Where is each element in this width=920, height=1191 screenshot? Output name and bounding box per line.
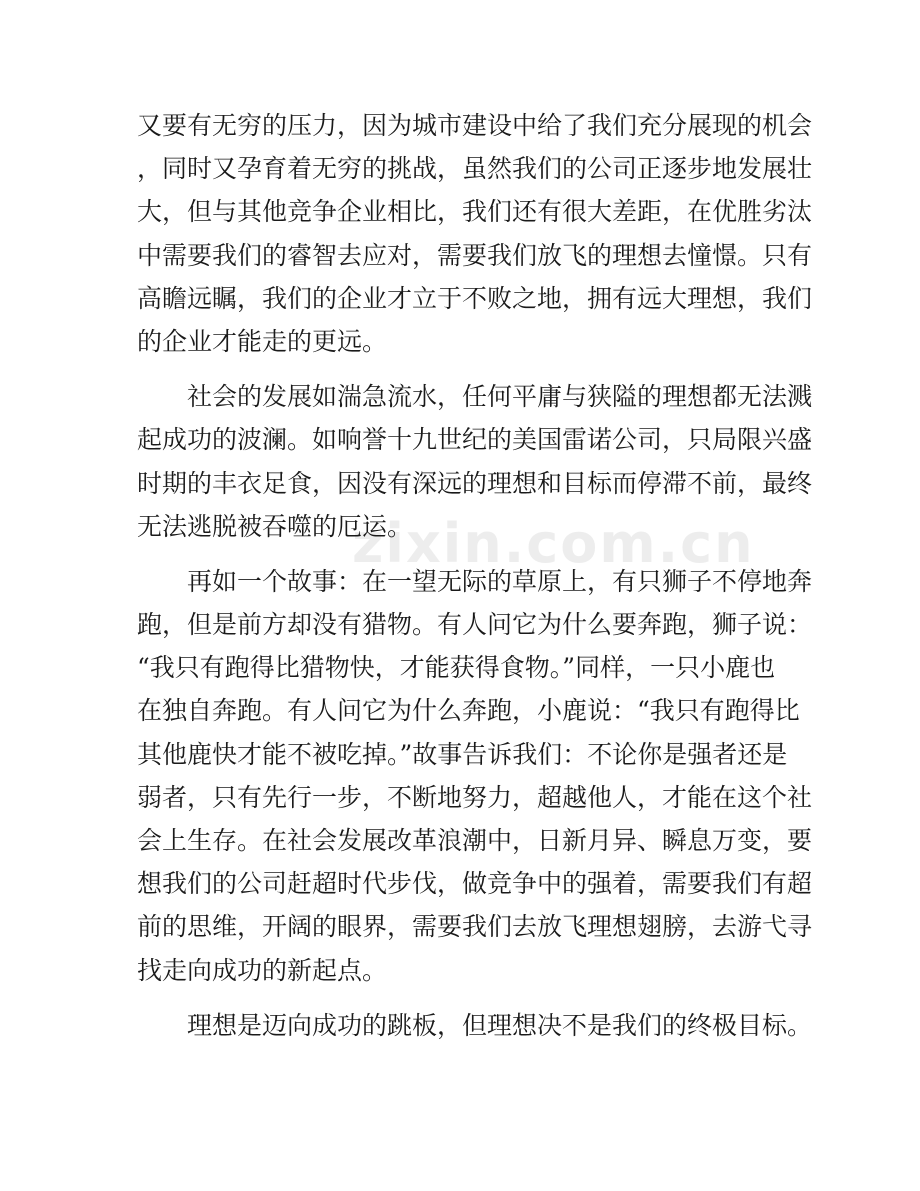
paragraph-2: [137, 375, 813, 548]
text-line: ，同时又孕育着无穷的挑战，虽然我们的公司正逐步地发展壮: [137, 154, 813, 184]
text-line: 会上生存。在社会发展改革浪潮中，日新月异、瞬息万变，要: [137, 826, 813, 855]
text-line: 大，但与其他竞争企业相比，我们还有很大差距，在优胜劣汰: [137, 197, 813, 227]
text-line: 起成功的波澜。如响誉十九世纪的美国雷诺公司，只局限兴盛: [137, 425, 813, 455]
text-line: 无法逃脱被吞噬的厄运。: [137, 511, 413, 541]
text-line: 想我们的公司赶超时代步伐，做竞争中的强着，需要我们有超: [137, 869, 813, 899]
text-line: 又要有无穷的压力，因为城市建设中给了我们充分展现的机会: [137, 111, 813, 140]
text-line: 的企业才能走的更远。: [137, 326, 388, 356]
paragraph-1: [137, 104, 813, 363]
text-line: “我只有跑得比猎物快，才能获得食物。”同样，一只小鹿也: [137, 653, 776, 683]
text-line: 理想是迈向成功的跳板，但理想决不是我们的终极目标。: [187, 1010, 813, 1040]
text-line: 再如一个故事：在一望无际的草原上，有只狮子不停地奔: [187, 566, 813, 596]
text-line: 其他鹿快才能不被吃掉。”故事告诉我们：不论你是强者还是: [137, 739, 788, 769]
watermark: zixin.com.cn: [352, 512, 755, 575]
text-line: 跑，但是前方却没有猎物。有人问它为什么要奔跑，狮子说：: [137, 610, 813, 640]
text-line: 在独自奔跑。有人问它为什么奔跑，小鹿说：“我只有跑得比: [137, 696, 800, 726]
text-line: 中需要我们的睿智去应对，需要我们放飞的理想去憧憬。只有: [137, 240, 813, 270]
text-line: 前的思维，开阔的眼界，需要我们去放飞理想翅膀，去游弋寻: [137, 912, 813, 942]
body-text: [137, 104, 813, 1047]
text-line: 高瞻远瞩，我们的企业才立于不败之地，拥有远大理想，我们: [137, 283, 813, 313]
text-line: 社会的发展如湍急流水，任何平庸与狭隘的理想都无法溅: [187, 382, 813, 412]
paragraph-3: [137, 560, 813, 992]
text-line: 时期的丰衣足食，因没有深远的理想和目标而停滞不前，最终: [137, 468, 813, 498]
paragraph-4: [137, 1004, 813, 1047]
text-line: 弱者，只有先行一步，不断地努力，超越他人，才能在这个社: [137, 782, 813, 812]
text-line: 找走向成功的新起点。: [137, 955, 388, 985]
